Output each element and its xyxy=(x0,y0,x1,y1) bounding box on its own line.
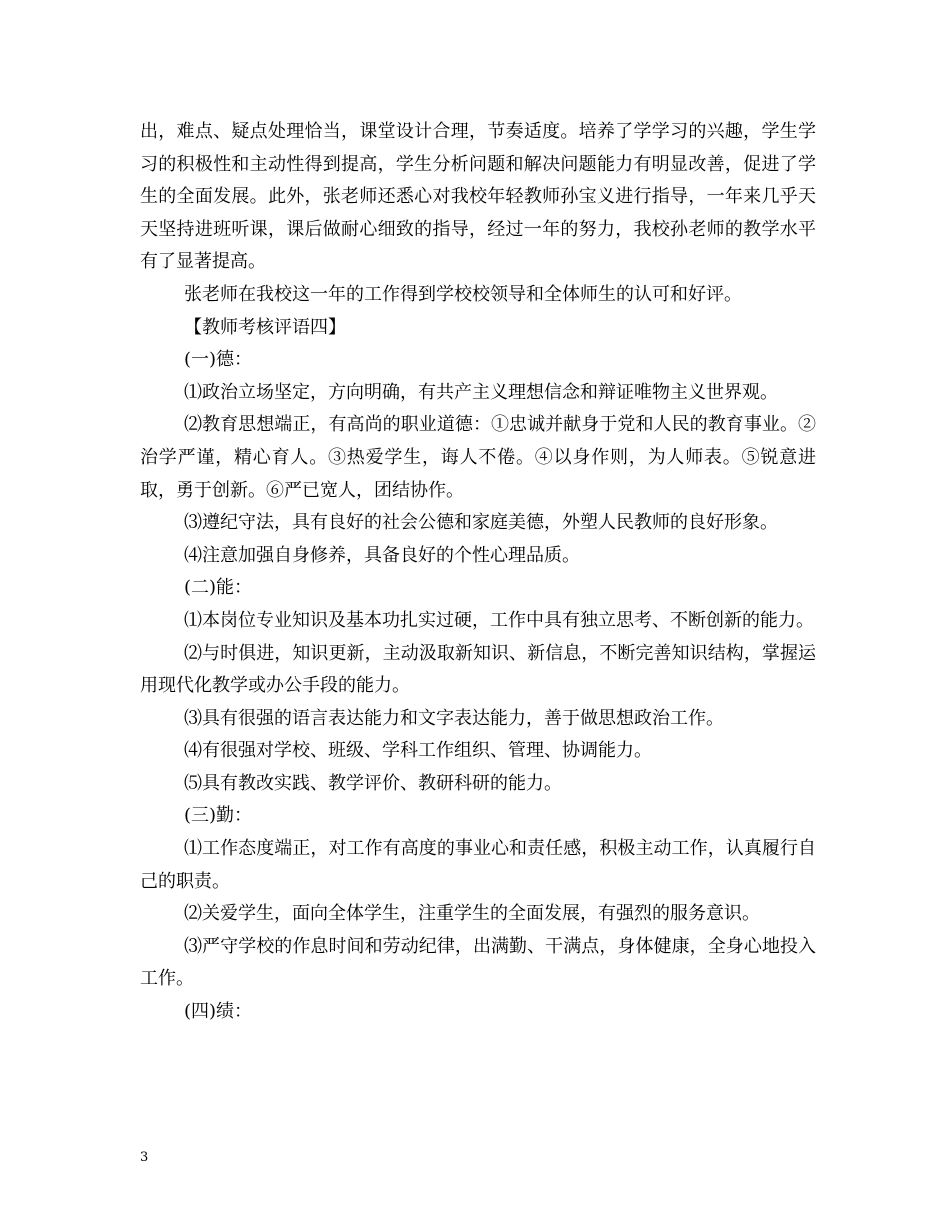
list-item: ⑵关爱学生，面向全体学生，注重学生的全面发展，有强烈的服务意识。 xyxy=(184,903,760,925)
list-item: ⑴工作态度端正，对工作有高度的事业心和责任感，积极主动工作，认真履行自己的职责。 xyxy=(140,838,816,892)
list-item: ⑷注意加强自身修养，具备良好的个性心理品质。 xyxy=(184,544,580,566)
list-item: ⑵与时俱进，知识更新，主动汲取新知识、新信息，不断完善知识结构，掌握运用现代化教学或办公手段的能力。 xyxy=(140,642,816,697)
section-heading: 【教师考核评语四】 xyxy=(184,316,346,338)
list-item: ⑸具有教改实践、教学评价、教研科研的能力。 xyxy=(184,772,562,794)
page-number: 3 xyxy=(140,1150,149,1165)
list-item: ⑷有很强对学校、班级、学科工作组织、管理、协调能力。 xyxy=(184,740,652,762)
list-item: ⑶遵纪守法，具有良好的社会公德和家庭美德，外塑人民教师的良好形象。 xyxy=(184,512,778,534)
subsection-heading-ji: (四)绩： xyxy=(184,1001,253,1023)
list-item: ⑶严守学校的作息时间和劳动纪律，出满勤、干满点，身体健康，全身心地投入工作。 xyxy=(140,935,816,990)
document-body xyxy=(140,116,816,1029)
subsection-heading-neng: (二)能： xyxy=(184,577,253,599)
list-item: ⑴政治立场坚定，方向明确，有共产主义理想信念和辩证唯物主义世界观。 xyxy=(184,381,778,403)
list-item: ⑶具有很强的语言表达能力和文字表达能力，善于做思想政治工作。 xyxy=(184,707,724,729)
list-item: ⑵教育思想端正，有高尚的职业道德：①忠诚并献身于党和人民的教育事业。②治学严谨，精心育人。③热爱学生，诲人不倦。④以身作则，为人师表。⑤锐意进取，勇于创新。⑥严已宽人，团结协作。 xyxy=(140,414,816,501)
subsection-heading-qin: (三)勤： xyxy=(184,805,253,827)
list-item: ⑴本岗位专业知识及基本功扎实过硬，工作中具有独立思考、不断创新的能力。 xyxy=(184,609,814,631)
paragraph-2: 张老师在我校这一年的工作得到学校校领导和全体师生的认可和好评。 xyxy=(184,283,742,305)
subsection-heading-de: (一)德： xyxy=(184,349,253,371)
paragraph-1: 出，难点、疑点处理恰当，课堂设计合理，节奏适度。培养了学学习的兴趣，学生学习的积极性和主动性得到提高，学生分析问题和解决问题能力有明显改善，促进了学生的全面发展。此外，张老师还悉心对我校年轻教师孙宝义进行指导，一年来几乎天天坚持进班听课，课后做耐心细致的指导，经过一年的努力，我校孙老师的教学水平有了显著提高。 xyxy=(140,121,816,273)
